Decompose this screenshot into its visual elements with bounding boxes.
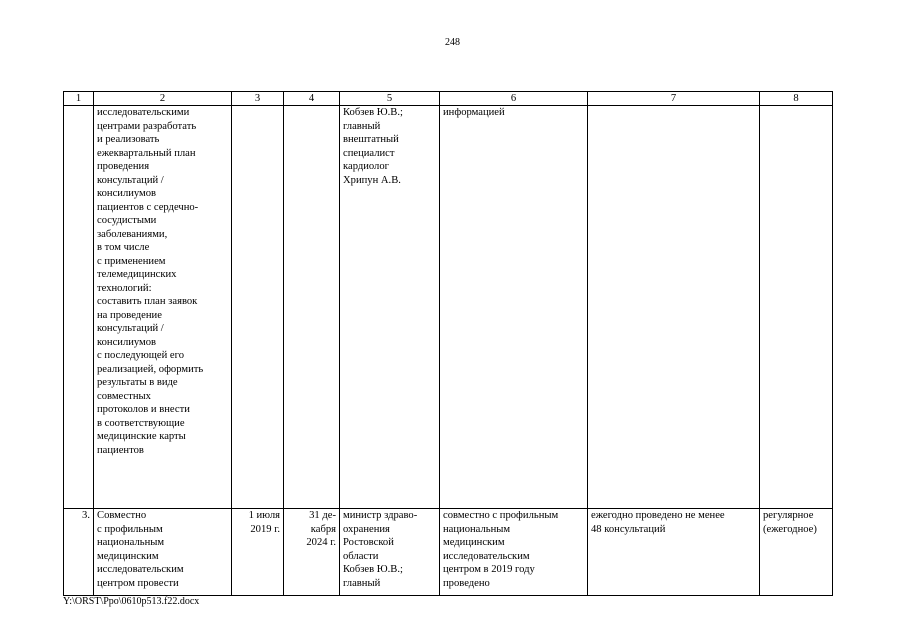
cell-text-line: информацией (443, 107, 505, 118)
cell-text-line: кабря (310, 523, 336, 535)
cell-text-line: результаты в виде (97, 377, 178, 388)
cell-activity (94, 106, 232, 509)
header-cell: 4 (284, 92, 340, 106)
cell-start-date (232, 106, 284, 509)
cell-text-line: протоколов и внести (97, 404, 190, 415)
cell-text-line: внештатный (343, 134, 399, 145)
cell-type (760, 106, 833, 509)
cell-text-line: 31 де- (309, 510, 336, 521)
cell-text-line: медицинские карты (97, 431, 186, 442)
cell-text-line: медицинским (97, 550, 159, 562)
cell-text-line: с профильным (97, 523, 163, 535)
cell-text-line: Хрипун А.В. (343, 174, 401, 186)
cell-indicator (588, 106, 760, 509)
cell-text-line: национальным (443, 523, 511, 535)
cell-text-line: главный (343, 120, 381, 132)
cell-text-line: Совместно (97, 510, 147, 521)
cell-text-line: 2019 г. (250, 523, 280, 535)
cell-text-line: совместно с профильным (443, 510, 559, 521)
cell-text-line: совместных (97, 390, 151, 402)
cell-text-line: технологий: (97, 282, 152, 294)
cell-text-line: 48 консультаций (591, 523, 666, 535)
cell-text-line: составить план заявок (97, 296, 198, 307)
cell-text-line: пациентов с сердечно- (97, 201, 199, 213)
cell-text-line: области (343, 550, 379, 562)
cell-text-line: проведено (443, 577, 490, 589)
cell-text-line: с последующей его (97, 350, 184, 361)
cell-text-line: исследовательским (97, 564, 184, 575)
cell-text-line: центром в 2019 году (443, 564, 535, 575)
cell-text-line: ежегодно проведено не менее (591, 510, 725, 521)
cell-text-line: исследовательским (443, 550, 530, 562)
cell-text-line: специалист (343, 147, 395, 159)
cell-responsible (340, 106, 440, 509)
table-header-row (64, 92, 833, 106)
cell-text-line: консультаций / (97, 174, 164, 186)
cell-text-line: министр здраво- (343, 510, 418, 521)
cell-text-line: медицинским (443, 537, 505, 548)
cell-text-line: национальным (97, 537, 165, 548)
cell-text-line: Кобзев Ю.В.; (343, 564, 403, 575)
cell-text-line: и реализовать (97, 134, 160, 145)
header-cell: 1 (64, 92, 94, 106)
cell-text-line: заболеваниями, (97, 228, 168, 240)
cell-text-line: на проведение (97, 309, 162, 321)
page-number: 248 (445, 37, 460, 48)
cell-text-line: консилиумов (97, 336, 157, 348)
cell-text-line: Ростовской (343, 537, 394, 548)
header-cell: 8 (760, 92, 833, 106)
cell-text-line: 3. (82, 510, 90, 521)
cell-text-line: в соответствующие (97, 417, 185, 429)
table-row-continuation (64, 106, 833, 509)
cell-text-line: центром провести (97, 577, 179, 589)
plan-table (63, 91, 833, 596)
cell-end-date (284, 509, 340, 596)
cell-text-line: (ежегодное) (763, 523, 817, 535)
table-row-3 (64, 509, 833, 596)
cell-start-date (232, 509, 284, 596)
cell-end-date (284, 106, 340, 509)
cell-text-line: консилиумов (97, 188, 157, 199)
cell-responsible (340, 509, 440, 596)
header-cell: 7 (588, 92, 760, 106)
cell-text-line: в том числе (97, 242, 150, 253)
cell-text-line: телемедицинских (97, 269, 177, 280)
footer-file-path: Y:\ORST\Ppo\0610p513.f22.docx (63, 596, 200, 607)
cell-text-line: 2024 г. (306, 537, 336, 548)
cell-text-line: сосудистыми (97, 215, 157, 226)
cell-text-line: 1 июля (248, 510, 280, 521)
header-cell: 6 (440, 92, 588, 106)
cell-text-line: реализацией, оформить (97, 363, 204, 375)
cell-text-line: регулярное (763, 510, 814, 521)
header-cell: 2 (94, 92, 232, 106)
cell-text-line: ежеквартальный план (97, 147, 196, 159)
cell-text-line: кардиолог (343, 161, 389, 172)
cell-text-line: исследовательскими (97, 107, 190, 118)
cell-number (64, 509, 94, 596)
cell-text-line: пациентов (97, 444, 144, 456)
cell-result (440, 509, 588, 596)
cell-text-line: главный (343, 577, 381, 589)
header-cell: 3 (232, 92, 284, 106)
cell-text-line: с применением (97, 255, 166, 267)
cell-text-line: охранения (343, 523, 390, 535)
cell-number (64, 106, 94, 509)
cell-type (760, 509, 833, 596)
cell-activity (94, 509, 232, 596)
cell-text-line: проведения (97, 161, 150, 172)
cell-text-line: центрами разработать (97, 120, 197, 132)
header-cell: 5 (340, 92, 440, 106)
cell-text-line: консультаций / (97, 323, 164, 334)
cell-indicator (588, 509, 760, 596)
cell-text-line: Кобзев Ю.В.; (343, 107, 403, 118)
cell-result (440, 106, 588, 509)
